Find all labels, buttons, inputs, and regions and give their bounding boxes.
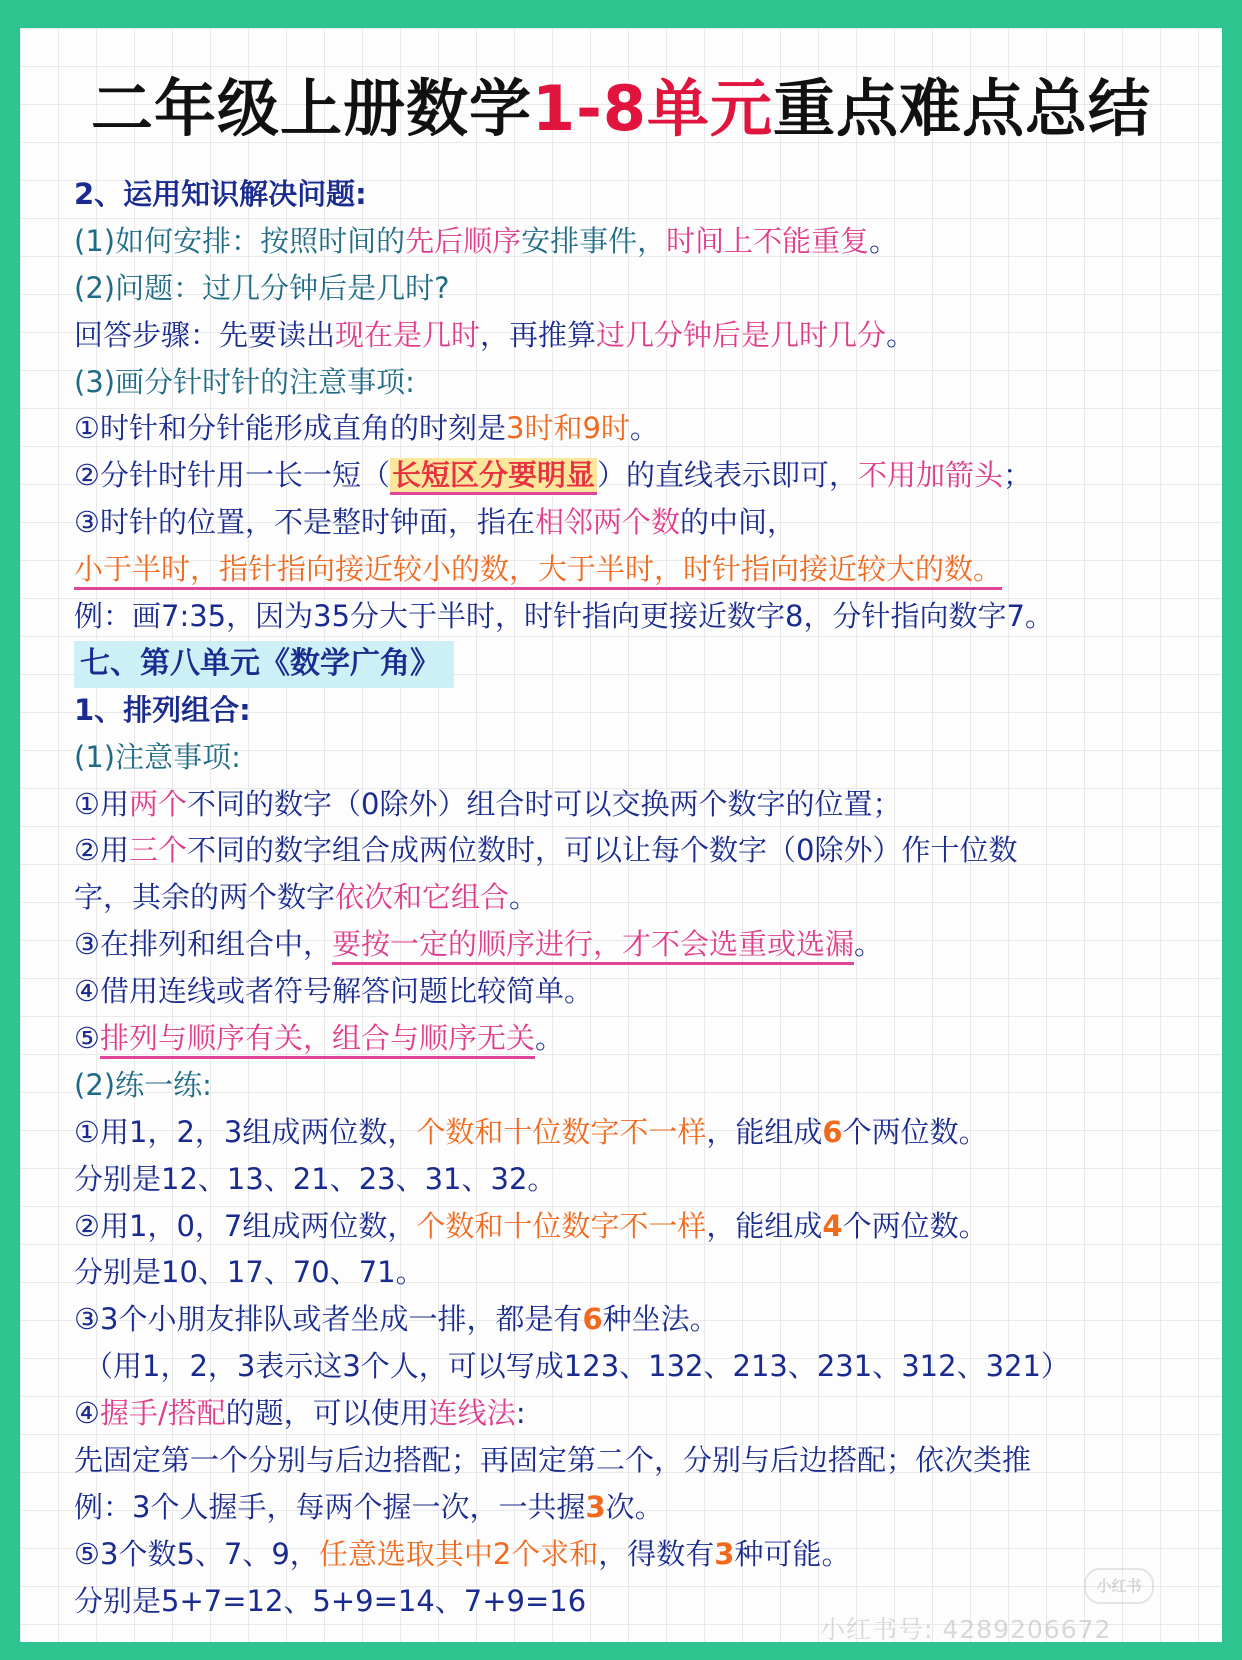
note-line-question: [74, 265, 1204, 312]
text: 种可能。: [734, 1536, 851, 1571]
note-line-practice: [74, 1062, 1204, 1109]
highlight: 时间上不能重复: [666, 223, 870, 258]
highlight: 小于半时，指针指向接近较小的数，大于半时，时针指向接近较大的数。: [74, 552, 1002, 590]
text: 例：3个人握手，每两个握一次，一共握: [74, 1489, 586, 1524]
note-line-practice-4-example: [74, 1484, 1204, 1531]
page-title: [20, 70, 1222, 148]
text: 。: [886, 317, 916, 352]
text: ③3个小朋友排队或者坐成一排，都是有: [74, 1302, 583, 1337]
heading-text: 2、运用知识解决问题:: [74, 177, 367, 211]
highlight: 过几分钟后是几时几分: [596, 317, 887, 352]
text: 安排事件，: [521, 223, 667, 258]
note-line-practice-3-answer: [74, 1343, 1204, 1390]
text: 分别是5+7=12、5+9=14、7+9=16: [74, 1583, 587, 1618]
highlight: 排列与顺序有关，组合与顺序无关: [100, 1021, 535, 1059]
text: 。: [629, 411, 659, 446]
highlight: 现在是几时: [335, 317, 481, 352]
text: 。: [869, 223, 899, 258]
section-heading: 七、第八单元《数学广角》: [74, 641, 454, 688]
title-part-1: 二年级上册数学: [90, 72, 532, 145]
text: 个两位数。: [842, 1208, 988, 1243]
highlight: 不用加箭头: [858, 458, 1004, 493]
text: (2)问题：过几分钟后是几时?: [74, 270, 450, 305]
note-line-practice-1: [74, 1109, 1204, 1156]
highlight: 3时和9时: [506, 411, 630, 446]
highlight-number: 4: [822, 1208, 843, 1243]
note-line-hour-hand-position: [74, 499, 1204, 546]
text: 分别是10、17、70、71。: [74, 1255, 425, 1290]
heading-text: 1、排列组合:: [74, 692, 251, 727]
note-line-two-digits: [74, 781, 1204, 828]
text: 不同的数字（0除外）组合时可以交换两个数字的位置；: [187, 786, 902, 821]
highlight: 三个: [129, 833, 188, 868]
note-line-practice-4: [74, 1390, 1204, 1437]
heading-permutation: [74, 687, 1204, 734]
highlight: 任意选取其中2个求和: [318, 1536, 599, 1571]
text: :: [515, 1396, 526, 1431]
text: 种坐法。: [602, 1302, 719, 1337]
text: 的中间，: [680, 505, 797, 540]
text: ②用1，0，7组成两位数，: [74, 1208, 417, 1243]
highlight: 相邻两个数: [535, 505, 681, 540]
text: ①用1，2，3组成两位数，: [74, 1114, 417, 1149]
highlight: 依次和它组合: [335, 880, 510, 915]
text: （用1，2，3表示这3个人，可以写成123、132、213、231、312、321）: [84, 1349, 1070, 1384]
highlight: 两个: [129, 786, 188, 821]
highlight: 先后顺序: [405, 223, 522, 258]
highlight-number: 3: [714, 1536, 735, 1571]
section-unit-8: [74, 640, 1204, 687]
text: 的题，可以使用: [225, 1396, 429, 1431]
highlight: 要按一定的顺序进行，才不会选重或选漏: [332, 927, 854, 965]
note-line-practice-1-answer: [74, 1156, 1204, 1203]
title-part-2: 1-8单元: [531, 72, 773, 145]
note-line-answer-steps: [74, 312, 1204, 359]
note-line-three-digits: [74, 827, 1204, 874]
text: ⑤: [74, 1021, 100, 1056]
text: ④: [74, 1396, 100, 1431]
text: ，能组成: [706, 1114, 823, 1149]
highlight-number: 6: [822, 1114, 843, 1149]
note-line-practice-4-method: [74, 1437, 1204, 1484]
text: ②用: [74, 833, 129, 868]
text: 次。: [605, 1489, 664, 1524]
note-line-practice-2: [74, 1203, 1204, 1250]
text: 字，其余的两个数字: [74, 880, 336, 915]
text: ，再推算: [480, 317, 597, 352]
text: ②分针时针用一长一短（: [74, 458, 390, 493]
text: ，能组成: [706, 1208, 823, 1243]
text: 不同的数字组合成两位数时，可以让每个数字（0除外）作十位数: [187, 833, 1018, 868]
text: (1)如何安排：按照时间的: [74, 223, 406, 258]
note-line-drawing-notes: [74, 359, 1204, 406]
note-line-order-relation: [74, 1015, 1204, 1062]
note-line-practice-2-answer: [74, 1249, 1204, 1296]
text: ①用: [74, 786, 129, 821]
text: 先固定第一个分别与后边搭配；再固定第二个，分别与后边搭配；依次类推: [74, 1443, 1032, 1478]
note-line-practice-5: [74, 1531, 1204, 1578]
text: ①时针和分针能形成直角的时刻是: [74, 411, 506, 446]
note-line-practice-3: [74, 1296, 1204, 1343]
watermark-text: 小红书号: 4289206672: [820, 1615, 1112, 1642]
highlight: 个数和十位数字不一样: [416, 1114, 707, 1149]
note-line-example-735: [74, 593, 1204, 640]
text: 个两位数。: [842, 1114, 988, 1149]
text: ⑤3个数5、7、9，: [74, 1536, 319, 1571]
text: ④借用连线或者符号解答问题比较简单。: [74, 974, 593, 1009]
text: 分别是12、13、21、23、31、32。: [74, 1161, 557, 1196]
note-content: [74, 171, 1204, 1625]
note-line-half-hour-rule: [74, 546, 1204, 593]
text: 。: [854, 927, 884, 962]
text: ③时针的位置，不是整时钟面，指在: [74, 505, 535, 540]
highlight: 连线法: [428, 1396, 516, 1431]
note-line-order: [74, 921, 1204, 968]
note-line-notes: [74, 734, 1204, 781]
highlight: 握手/搭配: [100, 1396, 226, 1431]
highlight-number: 3: [585, 1489, 606, 1524]
highlight: 个数和十位数字不一样: [416, 1208, 707, 1243]
highlight-number: 6: [582, 1302, 603, 1337]
heading-apply-knowledge: [74, 171, 1204, 218]
text: ，得数有: [598, 1536, 715, 1571]
text: ）的直线表示即可，: [597, 458, 859, 493]
text: 。: [535, 1021, 565, 1056]
note-line-lines-symbols: [74, 968, 1204, 1015]
text: 回答步骤：先要读出: [74, 317, 336, 352]
text: ③在排列和组合中，: [74, 927, 332, 962]
note-line-hands-length: [74, 452, 1204, 499]
text: ；: [1003, 458, 1033, 493]
note-line-three-digits-cont: [74, 874, 1204, 921]
note-line-right-angle: [74, 405, 1204, 452]
note-page: [20, 28, 1222, 1642]
text: (2)练一练:: [74, 1067, 212, 1102]
text: (3)画分针时针的注意事项:: [74, 364, 415, 399]
title-part-3: 重点难点总结: [773, 72, 1152, 145]
text: 。: [509, 880, 539, 915]
text: 例：画7:35，因为35分大于半时，时针指向更接近数字8，分针指向数字7。: [74, 599, 1054, 634]
highlight: 长短区分要明显: [390, 458, 597, 495]
watermark-logo: 小红书: [1084, 1568, 1154, 1604]
text: (1)注意事项:: [74, 739, 241, 774]
note-line-arrange: [74, 218, 1204, 265]
